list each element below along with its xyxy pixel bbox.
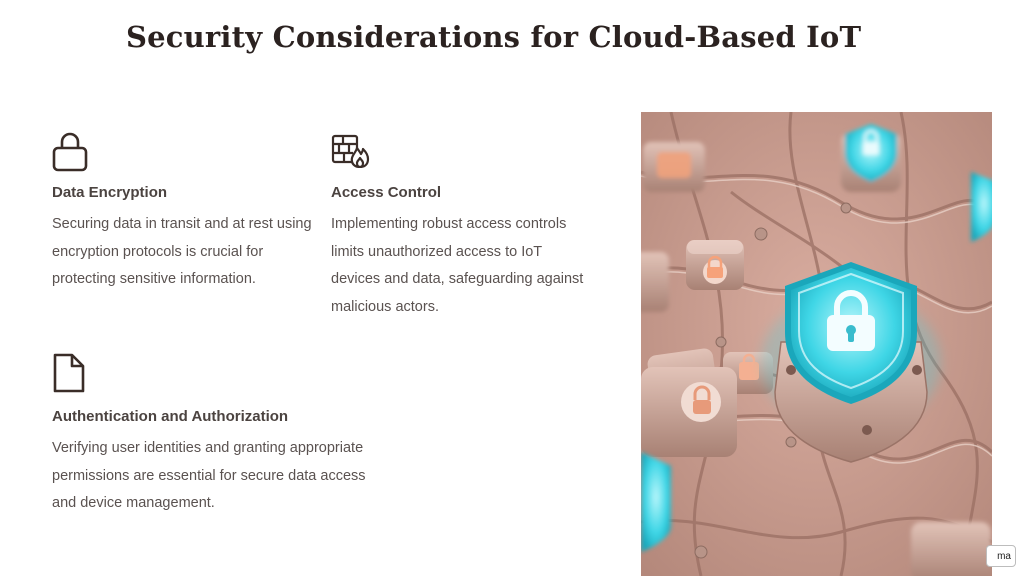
card-body: Implementing robust access controls limits unauthorized access to IoT devices and data, safeguarding against malicious actors. <box>331 216 584 315</box>
network-lock-image <box>641 112 992 576</box>
lock-icon <box>52 130 88 172</box>
card-body: Verifying user identities and granting appropriate permissions are essential for secure data access and device management. <box>52 440 366 511</box>
card-heading: Access Control <box>331 184 442 201</box>
brand-badge[interactable]: ma <box>986 545 1016 567</box>
card-heading: Data Encryption <box>52 184 168 201</box>
slide-title: Security Considerations for Cloud-Based IoT <box>126 20 862 54</box>
card-heading: Authentication and Authorization <box>52 408 289 425</box>
firewall-icon <box>331 134 371 168</box>
document-icon <box>52 352 86 394</box>
card-body: Securing data in transit and at rest using encryption protocols is crucial for protecting sensitive information. <box>52 216 312 287</box>
iot-network-illustration <box>641 112 992 576</box>
